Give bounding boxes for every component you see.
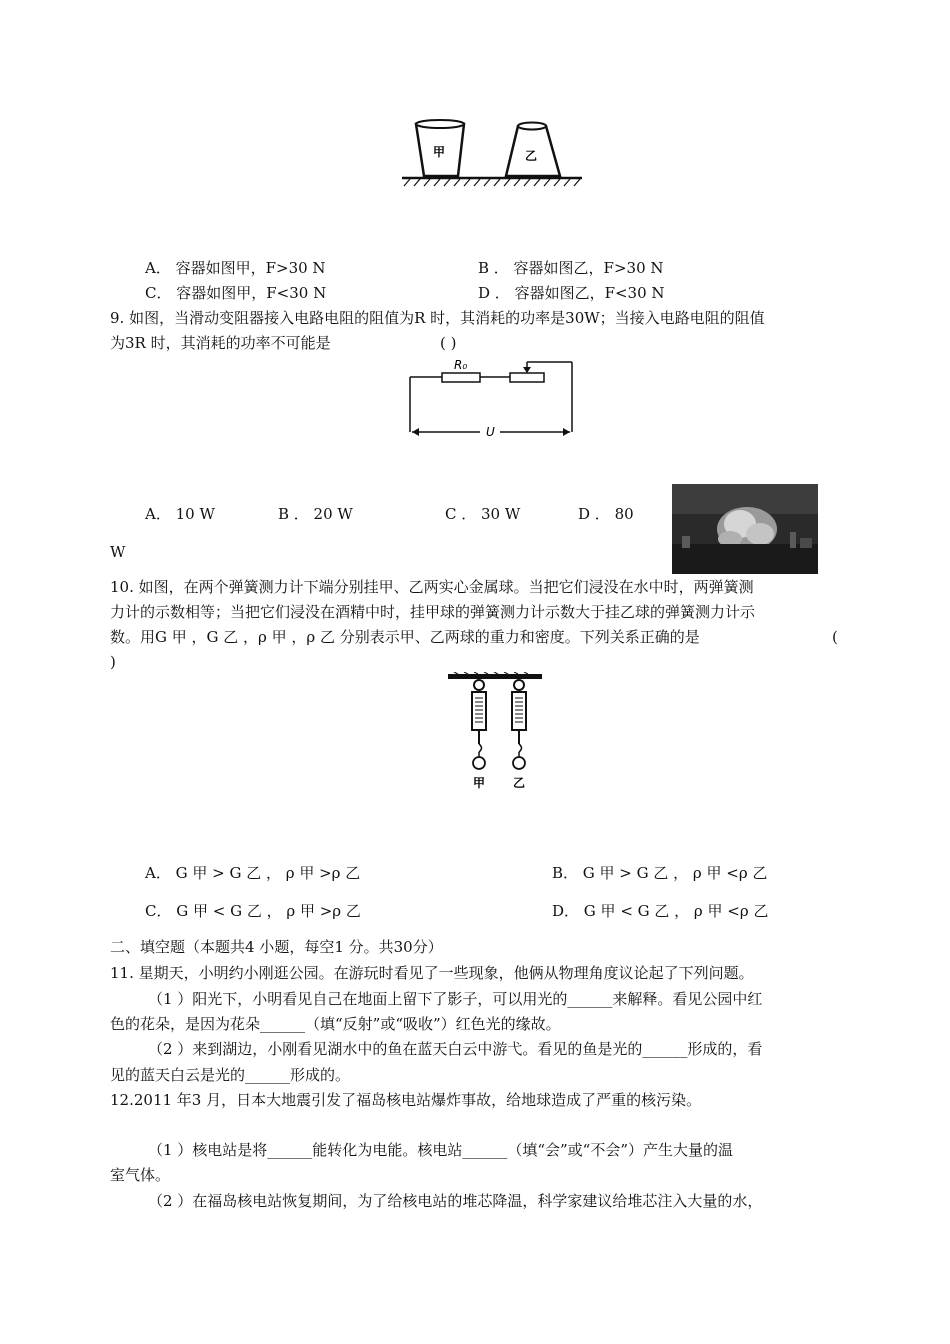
q10-spring-scales-figure	[448, 672, 542, 794]
q9-answer-bracket: ( )	[440, 334, 457, 352]
q9-stem-line2: 为3R 时，其消耗的功率不可能是	[110, 334, 331, 352]
q8-option-a: A． 容器如图甲，F>30 N	[145, 259, 326, 277]
q10-option-c: C． G 甲 < G 乙 ， ρ 甲 >ρ 乙	[145, 902, 361, 920]
q10-option-d: D． G 甲 < G 乙 ， ρ 甲 <ρ 乙	[552, 902, 769, 920]
q10-stem-line3: 数。用G 甲 ，G 乙 ，ρ 甲 ，ρ 乙 分别表示甲、乙两球的重力和密度。下列关系正确的是	[110, 628, 700, 646]
q12-stem: 12.2011 年3 月，日本大地震引发了福岛核电站爆炸事故，给地球造成了严重的核污染。	[110, 1091, 702, 1109]
q10-option-b: B． G 甲 > G 乙 ， ρ 甲 <ρ 乙	[552, 864, 768, 882]
q9-fig-u-label: U	[486, 425, 495, 438]
q9-option-d: D ． 80	[578, 505, 634, 523]
q10-option-a: A． G 甲 > G 乙 ， ρ 甲 >ρ 乙	[145, 864, 361, 882]
q8-option-c: C． 容器如图甲，F<30 N	[145, 284, 327, 302]
q11-part2-line1: （2 ）来到湖边，小刚看见湖水中的鱼在蓝天白云中游弋。看见的鱼是光的______形成的，看	[148, 1040, 763, 1058]
q12-part2-line1: （2 ）在福岛核电站恢复期间，为了给核电站的堆芯降温，科学家建议给堆芯注入大量的水，	[148, 1192, 763, 1210]
q9-stem-line1: 9. 如图，当滑动变阻器接入电路电阻的阻值为R 时，其消耗的功率是30W；当接入电路电阻的阻值	[110, 309, 765, 327]
q10-fig-label-yi: 乙	[513, 776, 526, 790]
explosion-photo	[672, 484, 818, 574]
q8-fig-label-yi: 乙	[525, 149, 538, 163]
q9-option-b: B ． 20 W	[278, 505, 353, 523]
q8-fig-label-jia: 甲	[433, 145, 446, 159]
q9-fig-r0-label: R₀	[454, 358, 468, 372]
q11-part1-line1: （1 ）阳光下，小明看见自己在地面上留下了影子，可以用光的______来解释。看见公园中红	[148, 990, 763, 1008]
q8-containers-figure	[400, 118, 585, 190]
q12-part1-line1: （1 ）核电站是将______能转化为电能。核电站______（填“会”或“不会”）产生大量的温	[148, 1141, 733, 1159]
q10-bracket-close: )	[110, 653, 116, 671]
q10-bracket-open: (	[832, 628, 838, 646]
q11-part2-line2: 见的蓝天白云是光的______形成的。	[110, 1066, 351, 1084]
q9-option-c: C ． 30 W	[445, 505, 521, 523]
q9-option-d-unit: W	[110, 543, 126, 561]
q11-part1-line2: 色的花朵，是因为花朵______（填“反射”或“吸收”）红色光的缘故。	[110, 1015, 561, 1033]
q10-stem-line2: 力计的示数相等；当把它们浸没在酒精中时，挂甲球的弹簧测力计示数大于挂乙球的弹簧测力计示	[110, 603, 756, 621]
q8-option-d: D ． 容器如图乙，F<30 N	[478, 284, 665, 302]
q9-circuit-figure	[402, 356, 582, 438]
q9-option-a: A． 10 W	[145, 505, 215, 523]
q11-stem: 11. 星期天，小明约小刚逛公园。在游玩时看见了一些现象，他俩从物理角度议论起了下列问题。	[110, 964, 754, 982]
q12-part1-line2: 室气体。	[110, 1166, 171, 1184]
section-heading-fill-blank: 二、填空题（本题共4 小题，每空1 分。共30分）	[110, 938, 443, 956]
q10-stem-line1: 10. 如图，在两个弹簧测力计下端分别挂甲、乙两实心金属球。当把它们浸没在水中时，两弹簧测	[110, 578, 754, 596]
q8-option-b: B ． 容器如图乙，F>30 N	[478, 259, 664, 277]
q10-fig-label-jia: 甲	[473, 776, 486, 790]
